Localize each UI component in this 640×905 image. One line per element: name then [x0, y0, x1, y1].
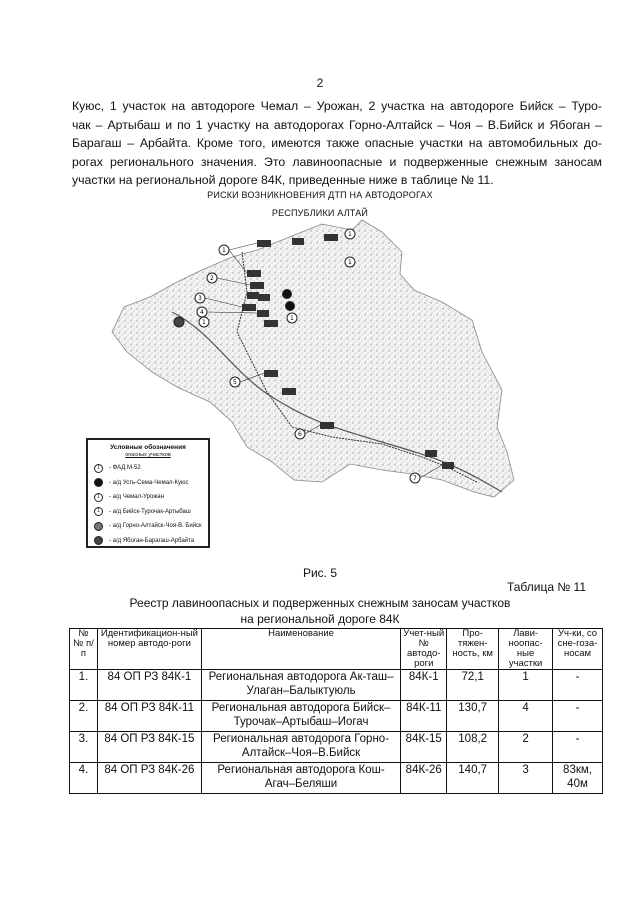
- cell-name: Региональная автодорога Ак-таш–Улаган–Балыктуюль: [201, 670, 400, 701]
- cell-length: 140,7: [447, 763, 499, 794]
- legend-title: Условные обозначения: [110, 444, 186, 451]
- registry-table: [69, 628, 603, 794]
- legend-item: [94, 476, 202, 491]
- cell-number: 2.: [70, 701, 98, 732]
- table-header-row: [70, 629, 603, 670]
- svg-text:2: 2: [210, 275, 214, 282]
- cell-id: 84 ОП РЗ 84К-15: [97, 732, 201, 763]
- legend-marker-icon: 1: [94, 507, 103, 516]
- cell-length: 72,1: [447, 670, 499, 701]
- legend-item: [94, 534, 202, 549]
- cell-number: 4.: [70, 763, 98, 794]
- cell-avalanche: 3: [499, 763, 553, 794]
- paragraph-line: Куюс, 1 участок на автодороге Чемал – Урожан, 2 участка на автодороге Бийск – Туро-: [72, 99, 602, 113]
- table-number: Таблица № 11: [506, 580, 586, 594]
- cell-avalanche: 2: [499, 732, 553, 763]
- figure-caption: Рис. 5: [302, 566, 338, 580]
- legend-item: [94, 519, 202, 534]
- header-cell: Уч-ки, со сне-гоза-носам: [553, 629, 603, 670]
- svg-text:1: 1: [222, 247, 226, 254]
- table-row: [70, 701, 603, 732]
- legend-marker-icon: 1: [94, 464, 103, 473]
- map-title-line1: РИСКИ ВОЗНИКНОВЕНИЯ ДТП НА АВТОДОРОГАХ: [207, 190, 433, 200]
- cell-name: Региональная автодорога Кош-Агач–Беляши: [201, 763, 400, 794]
- legend-marker-icon: 1: [94, 493, 103, 502]
- legend-item: [94, 505, 202, 520]
- svg-text:6: 6: [298, 431, 302, 438]
- cell-number: 3.: [70, 732, 98, 763]
- body-paragraph: [72, 97, 602, 190]
- cell-reg: 84К-26: [401, 763, 447, 794]
- cell-snow: -: [553, 732, 603, 763]
- svg-text:5: 5: [233, 379, 237, 386]
- table-row: [70, 670, 603, 701]
- cell-name: Региональная автодорога Горно-Алтайск–Чоя–В.Бийск: [201, 732, 400, 763]
- svg-text:1: 1: [348, 231, 352, 238]
- svg-text:4: 4: [200, 309, 204, 316]
- header-cell: № № п/п: [70, 629, 98, 670]
- cell-id: 84 ОП РЗ 84К-1: [97, 670, 201, 701]
- cell-name: Региональная автодорога Бийск–Турочак–Артыбаш–Иогач: [201, 701, 400, 732]
- legend-item: [94, 461, 202, 476]
- table-row: [70, 732, 603, 763]
- cell-avalanche: 4: [499, 701, 553, 732]
- cell-id: 84 ОП РЗ 84К-11: [97, 701, 201, 732]
- legend-label: - а/д Ябоган-Барагаш-Арбайта: [109, 537, 195, 544]
- svg-text:7: 7: [413, 475, 417, 482]
- cell-snow: 83км, 40м: [553, 763, 603, 794]
- legend-label: - а/д Бийск-Турочак-Артыбаш: [109, 508, 191, 515]
- cell-id: 84 ОП РЗ 84К-26: [97, 763, 201, 794]
- legend-subtitle: опасных участков: [125, 452, 171, 458]
- legend-label: - а/д Горно-Алтайск-Чоя-В. Бийск: [109, 523, 202, 530]
- map-legend: [86, 438, 210, 548]
- cell-number: 1.: [70, 670, 98, 701]
- legend-label: - ФАД М-52: [109, 465, 141, 472]
- cell-reg: 84К-15: [401, 732, 447, 763]
- svg-text:1: 1: [348, 259, 352, 266]
- svg-text:1: 1: [202, 319, 206, 326]
- svg-text:1: 1: [290, 315, 294, 322]
- header-cell: Учет-ный № автодо-роги: [401, 629, 447, 670]
- paragraph-line: участки на региональной дороге 84К, приведенные ниже в таблице № 11.: [72, 173, 494, 187]
- header-cell: Лави-ноопас-ные участки: [499, 629, 553, 670]
- paragraph-line: Барагаш – Арбайта. Кроме того, имеются также опасные участки на автомобильных до-: [72, 136, 602, 150]
- paragraph-line: рогах регионального значения. Это лавиноопасные и подверженные снежным заносам: [72, 154, 602, 169]
- legend-label: - а/д Усть-Сема-Чемал-Куюс: [109, 479, 189, 486]
- svg-text:3: 3: [198, 295, 202, 302]
- table-title-line1: Реестр лавиноопасных и подверженных снежным заносам участков: [129, 596, 511, 610]
- legend-item: [94, 490, 202, 505]
- legend-marker-icon: [94, 478, 103, 487]
- cell-length: 108,2: [447, 732, 499, 763]
- table-title-line2: на региональной дороге 84К: [240, 612, 400, 626]
- paragraph-line: чак – Артыбаш и по 1 участку на автодорогах Горно-Алтайск – Чоя – В.Бийск и Ябоган –: [72, 117, 602, 132]
- cell-avalanche: 1: [499, 670, 553, 701]
- cell-length: 130,7: [447, 701, 499, 732]
- legend-marker-icon: [94, 536, 103, 545]
- map-title-line2: РЕСПУБЛИКИ АЛТАЙ: [271, 208, 369, 218]
- legend-label: - а/д Чемал-Урожан: [109, 494, 164, 501]
- header-cell: Про-тяжен-ность, км: [447, 629, 499, 670]
- table-row: [70, 763, 603, 794]
- legend-marker-icon: [94, 522, 103, 531]
- header-cell: Наименование: [201, 629, 400, 670]
- cell-reg: 84К-1: [401, 670, 447, 701]
- cell-reg: 84К-11: [401, 701, 447, 732]
- header-cell: Идентификацион-ный номер автодо-роги: [97, 629, 201, 670]
- cell-snow: -: [553, 701, 603, 732]
- cell-snow: -: [553, 670, 603, 701]
- page-number: 2: [316, 76, 324, 90]
